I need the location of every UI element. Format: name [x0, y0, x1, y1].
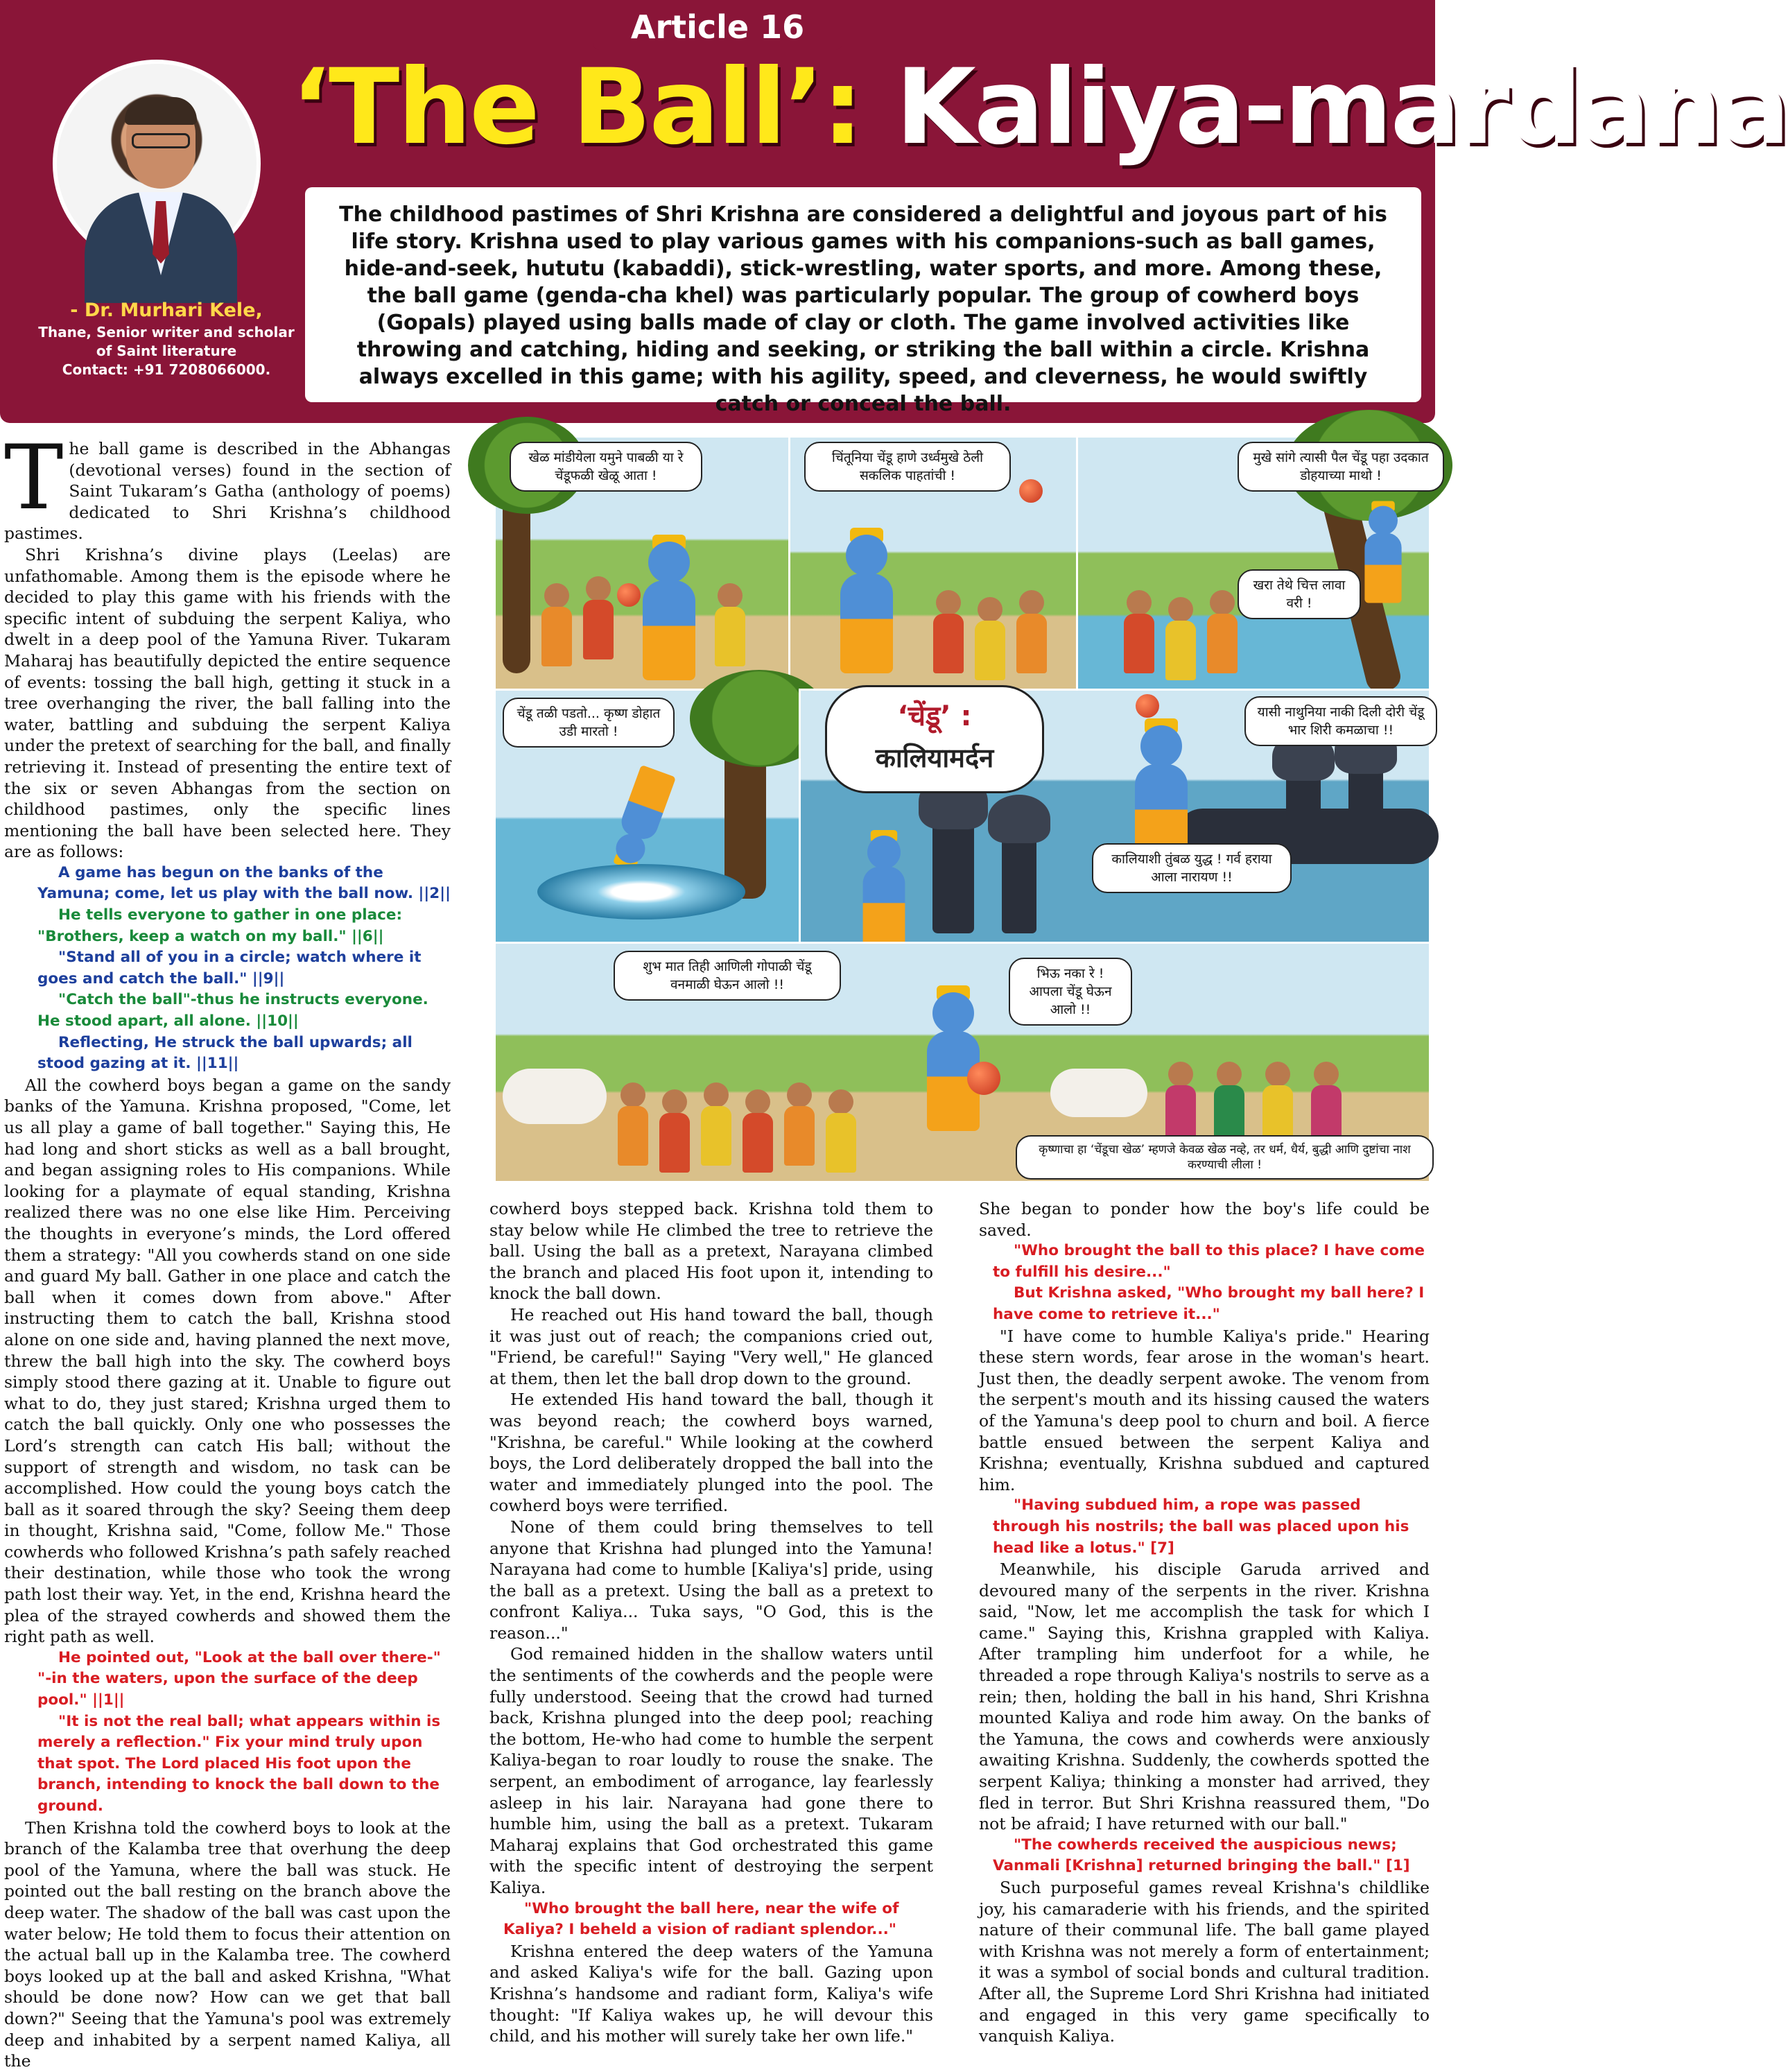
comic-illustration: [494, 435, 1431, 1183]
speech-bubble: मुखे सांगे त्यासी पैल चेंडू पहा उदकात डोहयाच्या माथो !: [1238, 442, 1444, 492]
verse-quote: Reflecting, He struck the ball upwards; all stood gazing at it. ||11||: [37, 1033, 413, 1073]
verse-quote: "Who brought the ball to this place? I have come to fulfill his desire...": [993, 1242, 1425, 1281]
paragraph: Such purposeful games reveal Krishna's childlike joy, his camaraderie with his friends, and the spirited nature of their communal life. The ball game played with Krishna was not merely a form of entertainment; it was a symbol of social bonds and cultural tradition. After all, the Supreme Lord Shri Krishna had initiated and engaged in this very game specifically to vanquish Kaliya.: [979, 1878, 1430, 2046]
paragraph: God remained hidden in the shallow waters until the sentiments of the cowherds and the people were fully understood. Seeing that the crowd had turned back, Krishna plunged into the deep pool; reaching the bottom, He-who had come to humble the serpent Kaliya-began to roar loudly to rouse the snake. The serpent, an embodiment of arrogance, lay fearlessly asleep in his lair. Narayana had gone there to humble him, using the ball as a pretext. Tukaram Maharaj explains that God orchestrated this game with the specific intent of destroying the serpent Kaliya.: [489, 1644, 933, 1897]
comic-panel-4: [494, 689, 806, 945]
verse-quote: "Stand all of you in a circle; watch where it goes and catch the ball." ||9||: [37, 949, 422, 987]
verse-quote: "Catch the ball"-thus he instructs everyone. He stood apart, all alone. ||10||: [37, 991, 428, 1030]
column-2: [489, 1198, 933, 2047]
paragraph: All the cowherd boys began a game on the sandy banks of the Yamuna. Krishna proposed, "Come, let us all play a game of ball together." Saying this, He had long and short sticks as well as a ball brought, and began assigning roles to His companions. While looking for a playmate of equal standing, Krishna realized there was no one else like Him. Perceiving the thoughts in everyone’s minds, the Lord offered them a strategy: "All you cowherds stand on one side and guard My ball. Gather in one place and catch the ball when it comes down from above." After instructing them to catch the ball, Krishna stood alone on one side and, having planned the next move, threw the ball high into the sky. The cowherd boys simply stood there gazing at it. Unable to figure out what to do, they just stared; Krishna urged them to catch the ball quickly. Only one who possesses the Lord’s strength can catch His ball; without the support of strength and wisdom, no task can be accomplished. How could the young boys catch the ball as it soared through the sky? Seeing them deep in thought, Krishna said, "Come, follow Me." Those cowherds who followed Krishna’s path safely reached their destination, while those who took the wrong path lost their way. Yet, in the end, Krishna heard the plea of the strayed cowherds and showed them the right path as well.: [4, 1075, 451, 1647]
speech-bubble: भिऊ नका रे ! आपला चेंडू घेऊन आलो !!: [1009, 958, 1132, 1026]
author-line-1: Thane, Senior writer and scholar: [38, 324, 295, 340]
author-name: - Dr. Murhari Kele,: [70, 300, 263, 321]
paragraph: None of them could bring themselves to tell anyone that Krishna had plunged into the Yamuna! Narayana had come to humble [Kaliya's] pride, using the ball as a pretext. Using the ball as a pretext to confront Kaliya... Tuka says, "O God, this is the reason...": [489, 1517, 933, 1643]
comic-panel-3: [1076, 435, 1431, 692]
comic-title-line-2: कालियामर्दन: [875, 743, 994, 773]
paragraph: Krishna entered the deep waters of the Yamuna and asked Kaliya's wife for the ball. Gazing upon Krishna’s handsome and radiant form, Kaliya's wife thought: "If Kaliya wakes up, he will devour this child, and his mother will surely take her own life.": [489, 1941, 933, 2046]
verse-quote: He pointed out, "Look at the ball over there-" "-in the waters, upon the surface of the deep pool." ||1||: [37, 1648, 441, 1709]
paragraph: Shri Krishna’s divine plays (Leelas) are unfathomable. Among them is the episode where he decided to play this game with his friends with the specific intent of subduing the serpent Kaliya, who dwelt in a deep pool of the Yamuna River. Tukaram Maharaj has beautifully depicted the entire sequence of events: tossing the ball high, getting it stuck in a tree overhanging the river, the ball falling into the water, battling and subduing the serpent Kaliya under the pretext of searching for the ball, and finally retrieving it. Instead of presenting the entire text of the six or seven Abhangas from the section on childhood pastimes, only the specific lines mentioning the ball have been selected here. They are as follows:: [4, 544, 451, 862]
author-line-2: of Saint literature: [96, 343, 237, 359]
author-contact: Contact: +91 7208066000.: [62, 361, 271, 378]
paragraph: "I have come to humble Kaliya's pride." Hearing these stern words, fear arose in the woman's heart. Just then, the deadly serpent awoke. The venom from the serpent's mouth and its hissing caused the waters of the Yamuna's deep pool to churn and boil. A fierce battle ensued between the serpent Kaliya and Krishna; eventually, Krishna subdued and captured him.: [979, 1326, 1430, 1494]
column-1: [4, 426, 451, 2072]
verse-quote: "It is not the real ball; what appears within is merely a reflection." Fix your mind truly upon that spot. The Lord placed His foot upon the branch, intending to knock the ball down to the ground.: [37, 1712, 441, 1815]
comic-title-line-1: ‘चेंडू’ :: [897, 700, 972, 732]
drop-cap: T: [4, 426, 64, 530]
speech-bubble: यासी नाथुनिया नाकी दिली दोरी चेंडू भार शिरी कमळाचा !!: [1244, 696, 1437, 746]
paragraph: He reached out His hand toward the ball, though it was just out of reach; the companions cried out, "Friend, be careful!" Saying "Very well," He glanced at them, then let the ball drop down to the ground.: [489, 1304, 933, 1388]
column-3: [979, 1198, 1430, 2047]
comic-panel-6: [494, 942, 1431, 1183]
speech-bubble: खेळ मांडीयेला यमुने पाबळी या रे चेंडूफळी खेळू आता !: [510, 442, 702, 492]
article-number-tab: Article 16: [593, 4, 842, 50]
paragraph: He extended His hand toward the ball, though it was beyond reach; the cowherd boys warned, "Krishna, be careful." While looking at the cowherd boys, the Lord deliberately dropped the ball into the water and immediately plunged into the pool. The cowherd boys were terrified.: [489, 1390, 933, 1516]
paragraph: The ball game is described in the Abhangas (devotional verses) found in the section of Saint Tukaram’s Gatha (anthology of poems) dedicated to Shri Krishna’s childhood pastimes.: [4, 426, 451, 544]
article-title: [291, 42, 1788, 173]
paragraph: She began to ponder how the boy's life could be saved.: [979, 1199, 1430, 1240]
verse-quote: But Krishna asked, "Who brought my ball here? I have come to retrieve it...": [993, 1284, 1425, 1323]
comic-center-title: [825, 685, 1044, 793]
paragraph: cowherd boys stepped back. Krishna told them to stay below while He climbed the tree to retrieve the ball. Using the ball as a pretext, Narayana climbed the branch and placed His foot upon it, intending to knock the ball down.: [489, 1199, 933, 1304]
article-header: [0, 0, 1788, 423]
speech-bubble: चेंडू तळी पडतो... कृष्ण डोहात उडी मारतो !: [503, 698, 675, 748]
verse-quote: "Who brought the ball here, near the wife of Kaliya? I beheld a vision of radiant splendor...": [503, 1899, 899, 1939]
speech-bubble: चिंतूनिया चेंडू हाणे उर्ध्वमुखे ठेली सकलिक पाहतांची !: [804, 442, 1011, 492]
verse-quote: "Having subdued him, a rope was passed through his nostrils; the ball was placed upon his head like a lotus." [7]: [993, 1496, 1409, 1557]
verse-quote: A game has begun on the banks of the Yamuna; come, let us play with the ball now. ||2||: [37, 863, 451, 903]
caption-bubble: कृष्णाचा हा ‘चेंडूचा खेळ’ म्हणजे केवळ खेळ नव्हे, तर धर्म, धैर्य, बुद्धी आणि दुष्टांचा नाश करण्याची लीला !: [1016, 1135, 1434, 1180]
comic-panel-2: [788, 435, 1079, 692]
comic-panel-1: [494, 435, 792, 692]
speech-bubble: खरा तेथे चित्त लावा वरी !: [1238, 569, 1361, 619]
speech-bubble: शुभ मात तिही आणिली गोपाळी चेंडू वनमाळी घेऊन आलो !!: [614, 951, 841, 1001]
intro-box: The childhood pastimes of Shri Krishna are considered a delightful and joyous part of his life story. Krishna used to play various games with his companions-such as ball games, hide-and-seek, hututu (kabaddi), stick-wrestling, water sports, and more. Among these, the ball game (genda-cha khel) was particularly popular. The group of cowherd boys (Gopals) played using balls made of clay or cloth. The game involved activities like throwing and catching, hiding and seeking, or striking the ball within a circle. Krishna always excelled in this game; with his agility, speed, and cleverness, he would swiftly catch or conceal the ball.: [305, 187, 1421, 402]
title-highlight: ‘The Ball’:: [291, 47, 862, 168]
verse-quote: "The cowherds received the auspicious news; Vanmali [Krishna] returned bringing the ball." [1]: [993, 1836, 1410, 1875]
title-main: Kaliya-mardana: [895, 47, 1788, 168]
speech-bubble: कालियाशी तुंबळ युद्ध ! गर्व हराया आला नारायण !!: [1092, 843, 1292, 893]
verse-quote: He tells everyone to gather in one place: "Brothers, keep a watch on my ball." ||6||: [37, 906, 403, 945]
author-info: [28, 298, 305, 379]
paragraph: Then Krishna told the cowherd boys to look at the branch of the Kalamba tree that overhung the deep pool of the Yamuna, where the ball was stuck. He pointed out the ball resting on the branch above the deep water. The shadow of the ball was cast upon the water below; He told them to focus their attention on the actual ball up in the Kalamba tree. The cowherd boys looked up at the ball and asked Krishna, "What should be done now? How can we get that ball down?" Seeing that the Yamuna's pool was extremely deep and inhabited by a serpent named Kaliya, all the: [4, 1818, 451, 2071]
author-photo: [53, 60, 261, 268]
paragraph: Meanwhile, his disciple Garuda arrived and devoured many of the serpents in the river. Krishna said, "Now, let me accomplish the task for which I came." Saying this, Krishna grappled with Kaliya. After trampling him underfoot for a while, he threaded a rope through Kaliya's nostrils to serve as a rein; then, holding the ball in his hand, Shri Krishna mounted Kaliya and rode him away. On the banks of the Yamuna, the cows and cowherds were anxiously awaiting Krishna. Suddenly, the cowherds spotted the serpent Kaliya; thinking a monster had arrived, they fled in terror. But Shri Krishna reassured them, "Do not be afraid; I have returned with our ball.": [979, 1560, 1430, 1834]
